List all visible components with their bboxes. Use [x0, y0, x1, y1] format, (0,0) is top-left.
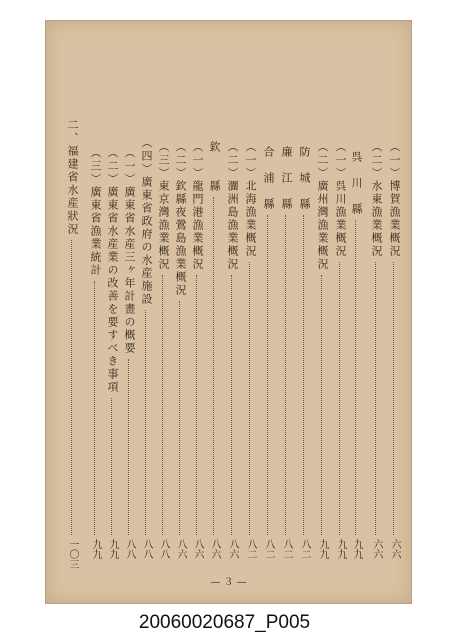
toc-entry-page: 八二 [281, 539, 292, 559]
toc-entry-page: 八八 [124, 539, 135, 559]
toc-entry-page: 八八 [158, 539, 169, 559]
toc-entry [242, 21, 258, 603]
toc-entry [138, 21, 154, 603]
dot-leader [111, 398, 112, 535]
dot-leader [355, 220, 356, 535]
toc-entry-title: （二）廣州灣漁業概況 [316, 141, 329, 271]
toc-entry-page: 九九 [317, 539, 328, 559]
toc-entry-page: 九九 [335, 539, 346, 559]
toc-entry [368, 21, 384, 603]
toc-entry-title: 呉 川 縣 [350, 151, 363, 216]
toc-entry [104, 21, 120, 603]
toc-entry [189, 21, 205, 603]
toc-entry-title: （一）龍門港漁業概況 [191, 141, 204, 271]
dot-leader [162, 275, 163, 535]
dot-leader [339, 262, 340, 535]
dot-leader [231, 275, 232, 535]
toc-entry-title: （一）北海漁業概況 [244, 141, 257, 258]
toc-entry-title: （二）廣東省水産業の改善を要すべき事項 [106, 147, 119, 394]
toc-entry-page: 八二 [299, 539, 310, 559]
dot-leader [303, 215, 304, 535]
toc-entry [87, 21, 103, 603]
toc-entry [121, 21, 137, 603]
dot-leader [94, 281, 95, 535]
image-caption: 20060020687_P005 [138, 612, 311, 633]
toc-entry [172, 21, 188, 603]
dot-leader [71, 240, 72, 535]
toc-entry-title: 合 浦 縣 [262, 146, 275, 211]
toc-entry-page: 九九 [107, 539, 118, 559]
toc-entry-title: （三）廣東省漁業統計 [89, 147, 102, 277]
toc-entry [296, 21, 312, 603]
toc-entry-title: （一）廣東省水産三ヶ年計畫の概要 [123, 147, 136, 355]
toc-entry [278, 21, 294, 603]
dot-leader [145, 310, 146, 535]
toc-entry [332, 21, 348, 603]
toc-entry-title: 廉 江 縣 [280, 146, 293, 211]
dot-leader [128, 359, 129, 535]
document-page [45, 20, 412, 604]
page-number: — ３ — [210, 577, 247, 588]
toc-entry-page: 八六 [175, 539, 186, 559]
toc-entry-title: （一）博賀漁業概況 [388, 141, 401, 258]
toc-entry-title: （三）東京灣漁業概況 [157, 141, 170, 271]
dot-leader [285, 215, 286, 535]
toc-entry-title: （一）呉川漁業概況 [334, 141, 347, 258]
dot-leader [375, 262, 376, 535]
dot-leader [179, 301, 180, 535]
dot-leader [393, 262, 394, 535]
toc-entry-page: 六六 [389, 539, 400, 559]
toc-entry-title: 二、福建省水産狀況 [66, 119, 79, 236]
toc-entry-title: （二）欽縣夜鶯島漁業概況 [174, 141, 187, 297]
toc-entry-title: 防 城 縣 [298, 146, 311, 211]
toc-entry [260, 21, 276, 603]
dot-leader [249, 262, 250, 535]
toc-entry-page: 八二 [263, 539, 274, 559]
dot-leader [196, 275, 197, 535]
toc-entry [224, 21, 240, 603]
dot-leader [213, 197, 214, 535]
toc-entry-title: （二）潿洲島漁業概況 [226, 141, 239, 271]
toc-entry [314, 21, 330, 603]
toc-entry [155, 21, 171, 603]
toc-entry [348, 21, 364, 603]
toc-entry [64, 21, 80, 603]
toc-entry-page: 八六 [209, 539, 220, 559]
toc-entry-title: 欽 縣 [208, 141, 221, 193]
toc-entry [206, 21, 222, 603]
dot-leader [267, 215, 268, 535]
toc-entry-title: （四）廣東省政府の水産施設 [140, 137, 153, 306]
toc-entry-page: 九九 [351, 539, 362, 559]
toc-entry-page: 九九 [90, 539, 101, 559]
toc-entry-page: 八八 [141, 539, 152, 559]
toc-entry-page: 一〇三 [67, 539, 78, 569]
toc-entry-title: （二）水東漁業概況 [370, 141, 383, 258]
toc-entry-page: 八二 [245, 539, 256, 559]
dot-leader [321, 275, 322, 535]
toc-entry-page: 六六 [371, 539, 382, 559]
toc-entry [386, 21, 402, 603]
toc-entry-page: 八六 [227, 539, 238, 559]
toc-entry-page: 八六 [192, 539, 203, 559]
